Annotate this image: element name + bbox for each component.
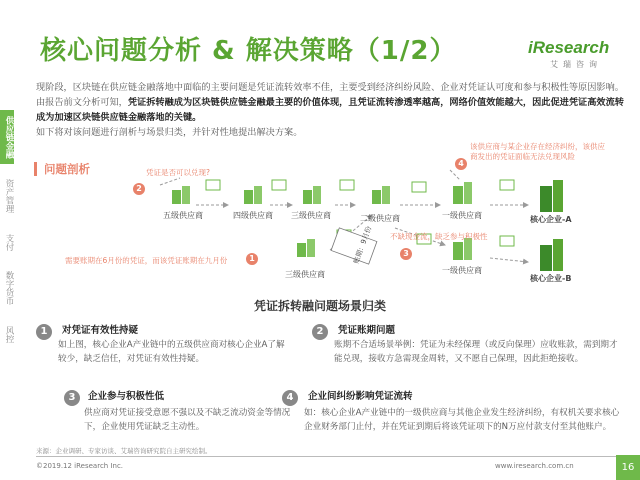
page-title: 核心问题分析 & 解决策略（1/2） [40, 36, 457, 66]
sidebar-item-digital-currency[interactable]: 数字货币 [4, 271, 14, 305]
callout-2: 凭证是否可以兑现? [146, 168, 210, 177]
source-note: 来源：企业调研、专家访谈、艾瑞咨询研究院自主研究绘制。 [36, 447, 212, 455]
card-number-badge: 2 [312, 324, 328, 340]
callout-line [450, 170, 460, 180]
callout-badge-1: 1 [246, 253, 258, 265]
building-icon [172, 186, 190, 204]
card-body: 账期不合适场景举例：凭证为未经保理（或反向保理）应收账款，需到期才能兑现，接收方急需现金周转，又不愿自己保理，因此拒绝接收。 [334, 340, 618, 364]
building-icon [372, 186, 390, 204]
card-body: 如上图，核心企业A产业链中的五级供应商对核心企业A了解较少，缺乏信任，对凭证有效性持疑。 [58, 340, 285, 364]
sidebar-item-risk-control[interactable]: 风控 [4, 325, 14, 343]
callout-badge-4: 4 [455, 158, 467, 170]
page-number: 16 [616, 455, 640, 480]
node-tier5: 五级供应商 [163, 211, 203, 220]
node-core-a: 核心企业-A [530, 215, 572, 224]
node-tier1-top: 一级供应商 [442, 211, 482, 220]
sidebar-item-asset-management[interactable]: 资产管理 [4, 179, 14, 213]
node-tier2: 二级供应商 [360, 214, 400, 223]
card-title: 对凭证有效性持疑 [62, 325, 139, 336]
card-title: 企业间纠纷影响凭证流转 [308, 391, 413, 402]
core-enterprise-icon [540, 180, 563, 212]
sidebar-item-supply-chain-finance[interactable]: 供应链金融 [0, 110, 14, 164]
building-icon [244, 186, 262, 204]
flow-arrow [490, 258, 528, 262]
node-core-b: 核心企业-B [530, 274, 572, 283]
card-title: 凭证账期问题 [338, 325, 396, 336]
card-number-badge: 4 [282, 390, 298, 406]
callout-1: 需要账期在6月份的凭证，而该凭证账期在九月份 [65, 256, 228, 265]
analysis-header-label: 问题剖析 [44, 162, 90, 176]
building-icon [453, 182, 472, 204]
footer-divider [36, 456, 626, 457]
node-tier1-bottom: 一级供应商 [442, 266, 482, 275]
building-icon [297, 239, 315, 257]
sidebar-item-payment[interactable]: 支付 [4, 233, 14, 251]
intro-text-1: 现阶段，区块链在供应链金融落地中面临的主要问题是凭证流转效率不佳，主要受到经济纠纷风险、企业对凭证认可度和参与积极性等原因影响。由报告前文分析可知， [36, 82, 624, 108]
card-number-badge: 3 [64, 390, 80, 406]
card-body: 如：核心企业A产业链中的一级供应商与其他企业发生经济纠纷，有权机关要求核心企业财务部门止付，并在凭证到期后将该凭证项下的N万应付款支付至其他账户。 [304, 408, 620, 432]
building-icon [303, 186, 321, 204]
intro-text-bold: 凭证拆转融成为区块链供应链金融最主要的价值体现，且凭证流转渗透率越高，网络价值效能越大，因此促进凭证高效流转成为加速区块链供应链金融落地的关键。 [36, 97, 624, 123]
core-enterprise-icon [540, 239, 563, 271]
copyright: ©2019.12 iResearch Inc. [36, 462, 124, 470]
term-tag-label: 账期：9月份 [352, 225, 374, 265]
node-tier3: 三级供应商 [291, 211, 331, 220]
callout-4: 该供应商与某企业存在经济纠纷，该供应商发出的凭证面临无法兑现风险 [470, 142, 605, 161]
intro-text-2: 如下将对该问题进行剖析与场景归类，并针对性地提出解决方案。 [36, 127, 303, 138]
logo-text: iResearch [528, 38, 610, 57]
callout-line [160, 178, 180, 185]
node-tier3-bottom: 三级供应商 [285, 270, 325, 279]
callout-badge-3: 3 [400, 248, 412, 260]
website-link[interactable]: www.iresearch.com.cn [495, 462, 574, 470]
node-tier4: 四级供应商 [233, 211, 273, 220]
logo-subtext: 艾瑞咨询 [550, 60, 602, 69]
card-number-badge: 1 [36, 324, 52, 340]
card-body: 供应商对凭证接受意愿不强以及不缺乏流动资金等情况下，企业使用凭证缺乏主动性。 [84, 408, 291, 432]
callout-badge-2: 2 [133, 183, 145, 195]
scenarios-title: 凭证拆转融问题场景归类 [253, 299, 386, 313]
callout-3: 不缺现金流，缺乏参与积极性 [390, 232, 488, 241]
card-title: 企业参与积极性低 [88, 391, 165, 402]
